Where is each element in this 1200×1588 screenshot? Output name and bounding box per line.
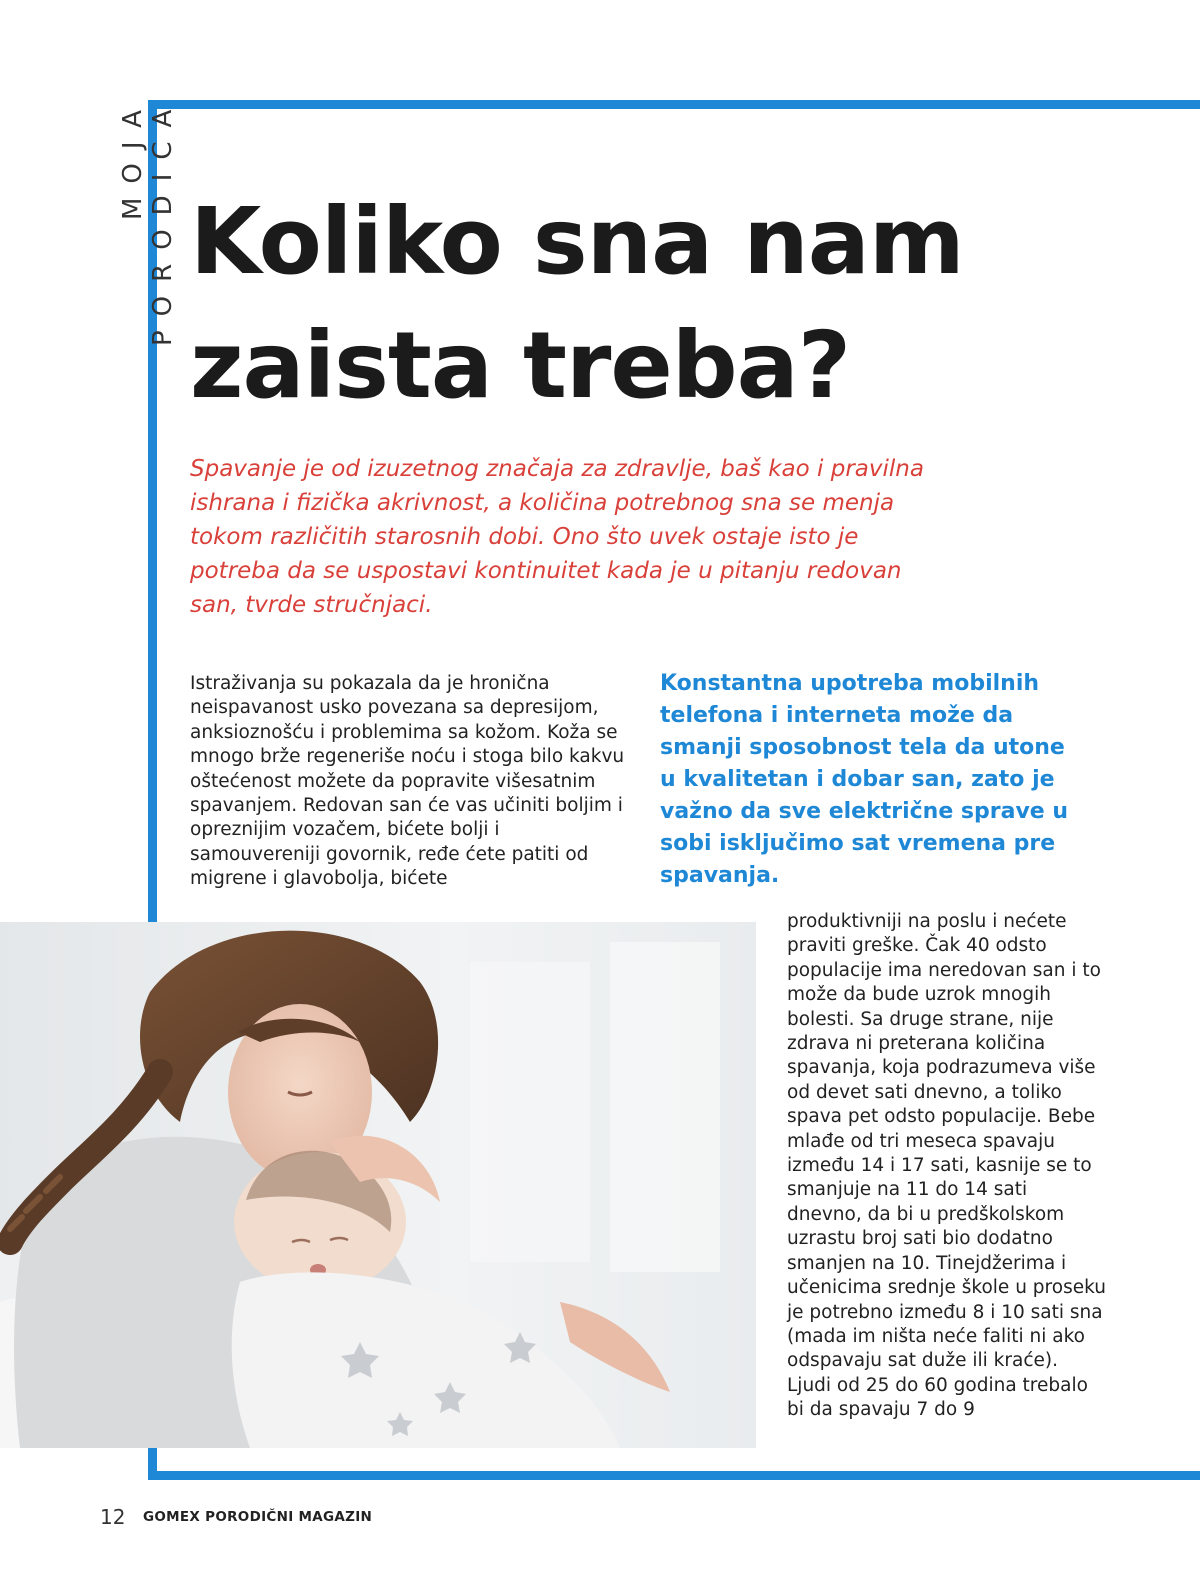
article-body-column-2: produktivniji na poslu i nećete praviti greške. Čak 40 odsto populacije ima neredovan san i to može da bude uzrok mnogih bolesti. Sa druge strane, nije zdrava ni preterana količina spavanja, koja podrazumeva više od devet sati dnevno, a toliko spava pet odsto populacije. Bebe mlađe od tri meseca spavaju između 14 i 17 sati, kasnije se to smanjuje na 11 do 14 sati dnevno, da bi u predškolskom uzrastu broj sati bio dodatno smanjen na 10. Tinejdžerima i učenicima srednje škole u proseku je potrebno između 8 i 10 sati sna (mada im ništa neće faliti ni ako odspavaju sat duže ili kraće). Ljudi od 25 do 60 godina trebalo bi da spavaju 7 do 9 [787, 911, 1106, 1421]
pull-quote: Konstantna upotreba mobilnih telefona i interneta može da smanji sposobnost tela da utone u kvalitetan i dobar san, zato je važno da sve električne sprave u sobi isključimo sat vremena pre spavanja. [660, 671, 1069, 888]
page-number: 12 [100, 1505, 126, 1529]
article-title: Koliko sna nam zaista treba? [190, 188, 964, 419]
frame-top-border [148, 100, 1200, 109]
mother-and-baby-photo [0, 922, 756, 1448]
section-label: MOJA PORODICA [118, 96, 178, 347]
magazine-name: GOMEX PORODIČNI MAGAZIN [143, 1509, 373, 1525]
article-body-column-1: Istraživanja su pokazala da je hronična neispavanost usko povezana sa depresijom, anksioznošću i problemima sa kožom. Koža se mnogo brže regeneriše noću i stoga bilo kakvu oštećenost možete da popravite višesatnim spavanjem. Redovan san će vas učiniti boljim i opreznijim vozačem, bićete bolji i samouvereniji govornik, ređe ćete patiti od migrene i glavobolja, bićete [190, 673, 625, 890]
frame-bottom-border [148, 1471, 1200, 1480]
article-lead: Spavanje je od izuzetnog značaja za zdravlje, baš kao i pravilna ishrana i fizička akrivnost, a količina potrebnog sna se menja tokom različitih starosnih dobi. Ono što uvek ostaje isto je potreba da se uspostavi kontinuitet kada je u pitanju redovan san, tvrde stručnjaci. [190, 456, 924, 618]
